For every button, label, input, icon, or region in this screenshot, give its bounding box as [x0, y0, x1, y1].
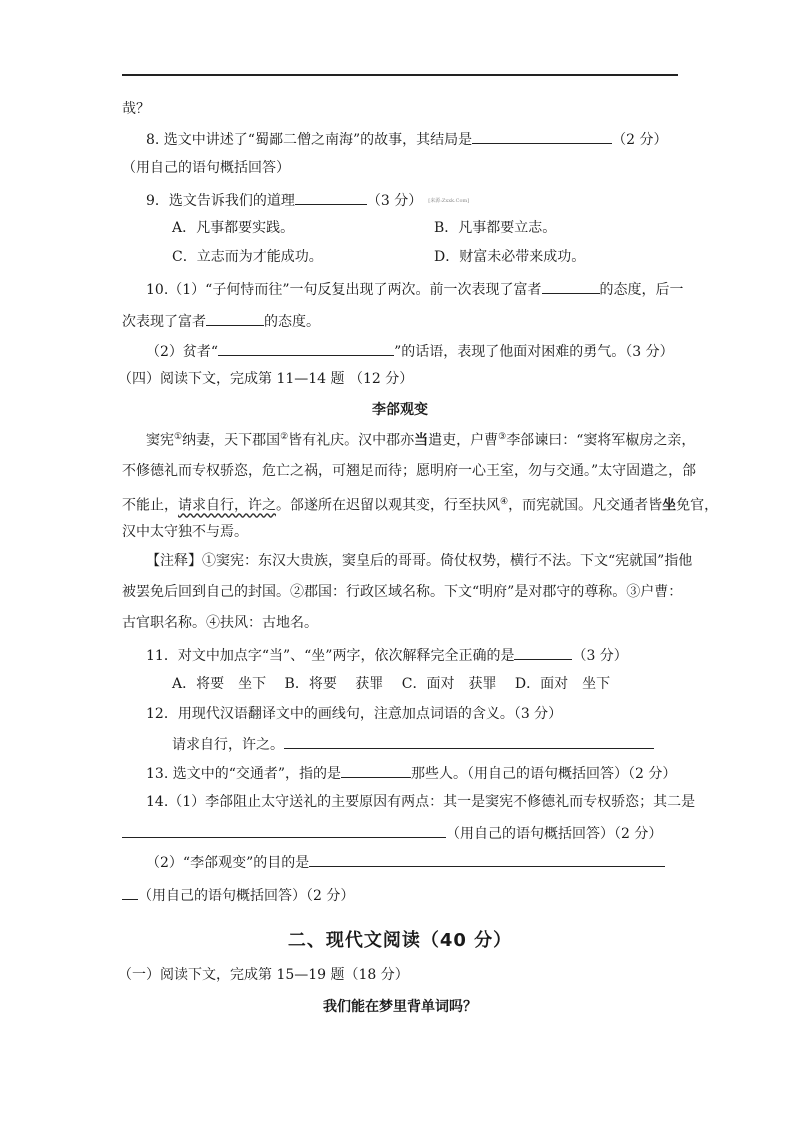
dotted-char-zuo: 坐	[662, 497, 677, 514]
question-13: 13. 选文中的“交通者”，指的是 那些人。（用自己的语句概括回答）（2 分）	[146, 763, 676, 783]
answer-blank[interactable]	[341, 763, 411, 778]
answer-blank[interactable]	[206, 311, 264, 326]
question-14-1: 14.（1）李郃阻止太守送礼的主要原因有两点：其一是窦宪不修德礼而专权骄恣；其二是	[146, 794, 696, 810]
question-11-options: A．将要 坐下 B．将要 获罪 C．面对 获罪 D．面对 坐下	[172, 676, 611, 692]
passage-line: 不能止，请求自行，许之。郃遂所在迟留以观其变，行至扶风④，而宪就国。凡交通者皆坐免官，	[122, 497, 719, 514]
question-9: 9．选文告诉我们的道理 （3 分） [来源:Zxxk.Com]	[146, 190, 469, 210]
answer-blank[interactable]	[284, 734, 654, 749]
option-c: C．立志而为才能成功。	[172, 249, 323, 265]
question-10-1: 10.（1）“子何恃而往”一句反复出现了两次。前一次表现了富者 的态度，后一	[146, 279, 684, 299]
question-14-2-cont: （用自己的语句概括回答）（2 分）	[122, 885, 354, 905]
answer-blank[interactable]	[472, 129, 612, 144]
answer-blank[interactable]	[309, 852, 665, 867]
question-12-sentence: 请求自行，许之。	[172, 734, 654, 754]
question-8: 8. 选文中讲述了“蜀鄙二僧之南海”的故事，其结局是 （2 分）	[146, 129, 667, 149]
passage-line: 窦宪①纳妻，天下郡国②皆有礼庆。汉中郡亦当遣吏，户曹③李郃谏曰：“窦将军椒房之亲，	[146, 432, 696, 449]
question-8-note: （用自己的语句概括回答）	[122, 160, 290, 176]
dotted-char-dang: 当	[414, 432, 429, 449]
section-heading: 二、现代文阅读（40 分）	[287, 930, 513, 951]
question-10-1-cont: 次表现了富者 的态度。	[122, 311, 320, 331]
question-12: 12．用现代汉语翻译文中的画线句，注意加点词语的含义。（3 分）	[146, 706, 563, 722]
passage-line: 不修德礼而专权骄恣，危亡之祸，可翘足而待；愿明府一心王室，勿与交通。”太守固遣之，郃	[122, 463, 697, 479]
answer-blank[interactable]	[295, 190, 367, 205]
question-14-1-cont: （用自己的语句概括回答）（2 分）	[122, 823, 662, 843]
line-continuation: 哉？	[122, 101, 150, 117]
underlined-sentence: 请求自行，许之	[178, 497, 276, 514]
question-14-2: （2）“李郃观变”的目的是	[146, 852, 665, 872]
passage-line: 汉中太守独不与焉。	[122, 524, 248, 540]
option-d: D．财富未必带来成功。	[434, 249, 586, 265]
header-rule	[122, 74, 678, 76]
passage-title: 李郃观变	[372, 402, 428, 418]
option-a: A．凡事都要实践。	[172, 220, 295, 236]
annotation-line: 古官职名称。④扶风：古地名。	[122, 615, 318, 631]
answer-blank[interactable]	[122, 885, 138, 900]
passage-title-2: 我们能在梦里背单词吗？	[323, 999, 477, 1015]
annotation-line: 被罢免后回到自己的封国。②郡国：行政区域名称。下文“明府”是对郡守的尊称。③户曹：	[122, 584, 683, 600]
source-watermark: [来源:Zxxk.Com]	[428, 198, 470, 204]
answer-blank[interactable]	[122, 823, 446, 838]
part-1-heading: （一）阅读下文，完成第 15—19 题（18 分）	[118, 967, 409, 983]
annotation-line: 【注释】①窦宪：东汉大贵族，窦皇后的哥哥。倚仗权势，横行不法。下文“宪就国”指他	[146, 553, 693, 569]
question-11: 11．对文中加点字“当”、“坐”两字，依次解释完全正确的是 （3 分）	[146, 645, 628, 665]
part-4-heading: （四）阅读下文，完成第 11—14 题 （12 分）	[118, 371, 414, 387]
option-b: B．凡事都要立志。	[434, 220, 557, 236]
answer-blank[interactable]	[218, 341, 394, 356]
answer-blank[interactable]	[542, 279, 600, 294]
answer-blank[interactable]	[514, 645, 572, 660]
question-10-2: （2）贫者“ ”的话语，表现了他面对困难的勇气。（3 分）	[146, 341, 674, 361]
